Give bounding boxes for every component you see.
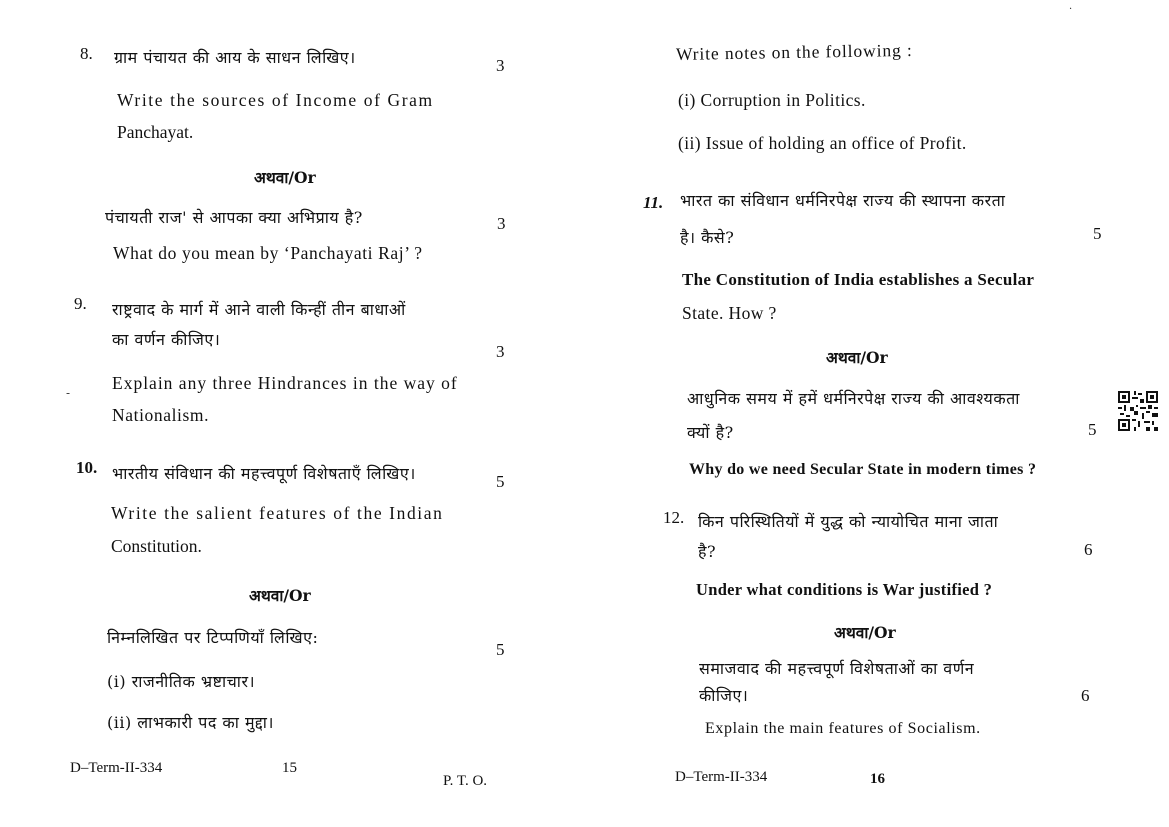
question-11-alt-marks: 5 — [1088, 420, 1097, 439]
question-11-marks: 5 — [1093, 224, 1102, 243]
question-11-english-line2: State. How ? — [682, 303, 777, 323]
footer-code: D–Term-II-334 — [675, 769, 768, 785]
footer-code: D–Term-II-334 — [70, 760, 163, 776]
question-10-marks: 5 — [496, 472, 505, 491]
question-8-hindi: ग्राम पंचायत की आय के साधन लिखिए। — [114, 48, 356, 67]
question-10-number: 10. — [76, 458, 98, 477]
question-12-english: Under what conditions is War justified ? — [696, 580, 993, 599]
question-12-alt-hindi-line1: समाजवाद की महत्त्वपूर्ण विशेषताओं का वर्णन — [699, 659, 975, 678]
question-11-number: 11. — [643, 193, 664, 212]
question-12-alt-english: Explain the main features of Socialism. — [705, 720, 981, 737]
question-9-marks: 3 — [496, 342, 505, 361]
question-10-english-intro: Write notes on the following : — [675, 39, 913, 64]
footer-pto: P. T. O. — [443, 773, 488, 789]
left-page — [0, 0, 584, 827]
question-12-hindi-line2: है? — [698, 542, 717, 561]
right-page — [585, 0, 1169, 827]
question-9-english-line1: Explain any three Hindrances in the way of — [112, 373, 458, 393]
question-8-number: 8. — [80, 44, 93, 63]
question-11-hindi-line2: है। कैसे? — [680, 228, 735, 247]
question-12-number: 12. — [663, 508, 685, 527]
question-8-marks: 3 — [496, 56, 505, 75]
question-10-hindi: भारतीय संविधान की महत्त्वपूर्ण विशेषताएँ लिखिए। — [112, 464, 416, 483]
question-11-alt-english: Why do we need Secular State in modern times ? — [689, 461, 1037, 478]
stray-mark: - — [66, 386, 71, 400]
question-12-marks: 6 — [1084, 540, 1093, 559]
question-8-english-line2: Panchayat. — [117, 122, 194, 142]
question-12-or-label: अथवा/Or — [834, 623, 896, 642]
question-10-english-item1: (i) Corruption in Politics. — [678, 90, 866, 110]
question-11-english-line1: The Constitution of India establishes a Secular — [682, 270, 1035, 289]
question-8-or-label: अथवा/Or — [254, 168, 316, 187]
question-12-hindi-line1: किन परिस्थितियों में युद्ध को न्यायोचित माना जाता — [698, 512, 999, 531]
question-10-english-line2: Constitution. — [111, 536, 202, 556]
question-11-alt-hindi-line1: आधुनिक समय में हमें धर्मनिरपेक्ष राज्य की आवश्यकता — [687, 389, 1020, 408]
question-9-number: 9. — [74, 294, 87, 313]
question-8-alt-english: What do you mean by ‘Panchayati Raj’ ? — [113, 243, 423, 263]
question-10-or-label: अथवा/Or — [249, 586, 311, 605]
question-10-alt-item1: (i) राजनीतिक भ्रष्टाचार। — [107, 672, 256, 691]
question-11-hindi-line1: भारत का संविधान धर्मनिरपेक्ष राज्य की स्थापना करता — [680, 191, 1006, 210]
question-10-alt-marks: 5 — [496, 640, 505, 659]
question-11-alt-hindi-line2: क्यों है? — [687, 423, 734, 442]
question-11-or-label: अथवा/Or — [826, 348, 888, 367]
question-10-english-line1: Write the salient features of the Indian — [111, 503, 444, 523]
question-12-alt-hindi-line2: कीजिए। — [699, 686, 749, 705]
question-8-alt-hindi: पंचायती राज' से आपका क्या अभिप्राय है? — [105, 208, 363, 227]
qr-code-icon — [1118, 391, 1158, 431]
question-9-english-line2: Nationalism. — [112, 405, 210, 425]
footer-page-number: 16 — [870, 771, 885, 787]
question-8-alt-marks: 3 — [497, 214, 506, 233]
question-10-english-item2: (ii) Issue of holding an office of Profit. — [678, 133, 967, 153]
footer-page-number: 15 — [282, 760, 297, 776]
question-9-hindi-line2: का वर्णन कीजिए। — [112, 330, 221, 349]
question-9-hindi-line1: राष्ट्रवाद के मार्ग में आने वाली किन्हीं तीन बाधाओं — [112, 300, 406, 319]
question-8-english-line1: Write the sources of Income of Gram — [117, 90, 434, 110]
question-10-alt-item2: (ii) लाभकारी पद का मुद्दा। — [107, 713, 274, 732]
question-10-alt-hindi: निम्नलिखित पर टिप्पणियाँ लिखिए: — [107, 628, 319, 647]
question-12-alt-marks: 6 — [1081, 686, 1090, 705]
stray-mark: · — [1069, 4, 1073, 15]
